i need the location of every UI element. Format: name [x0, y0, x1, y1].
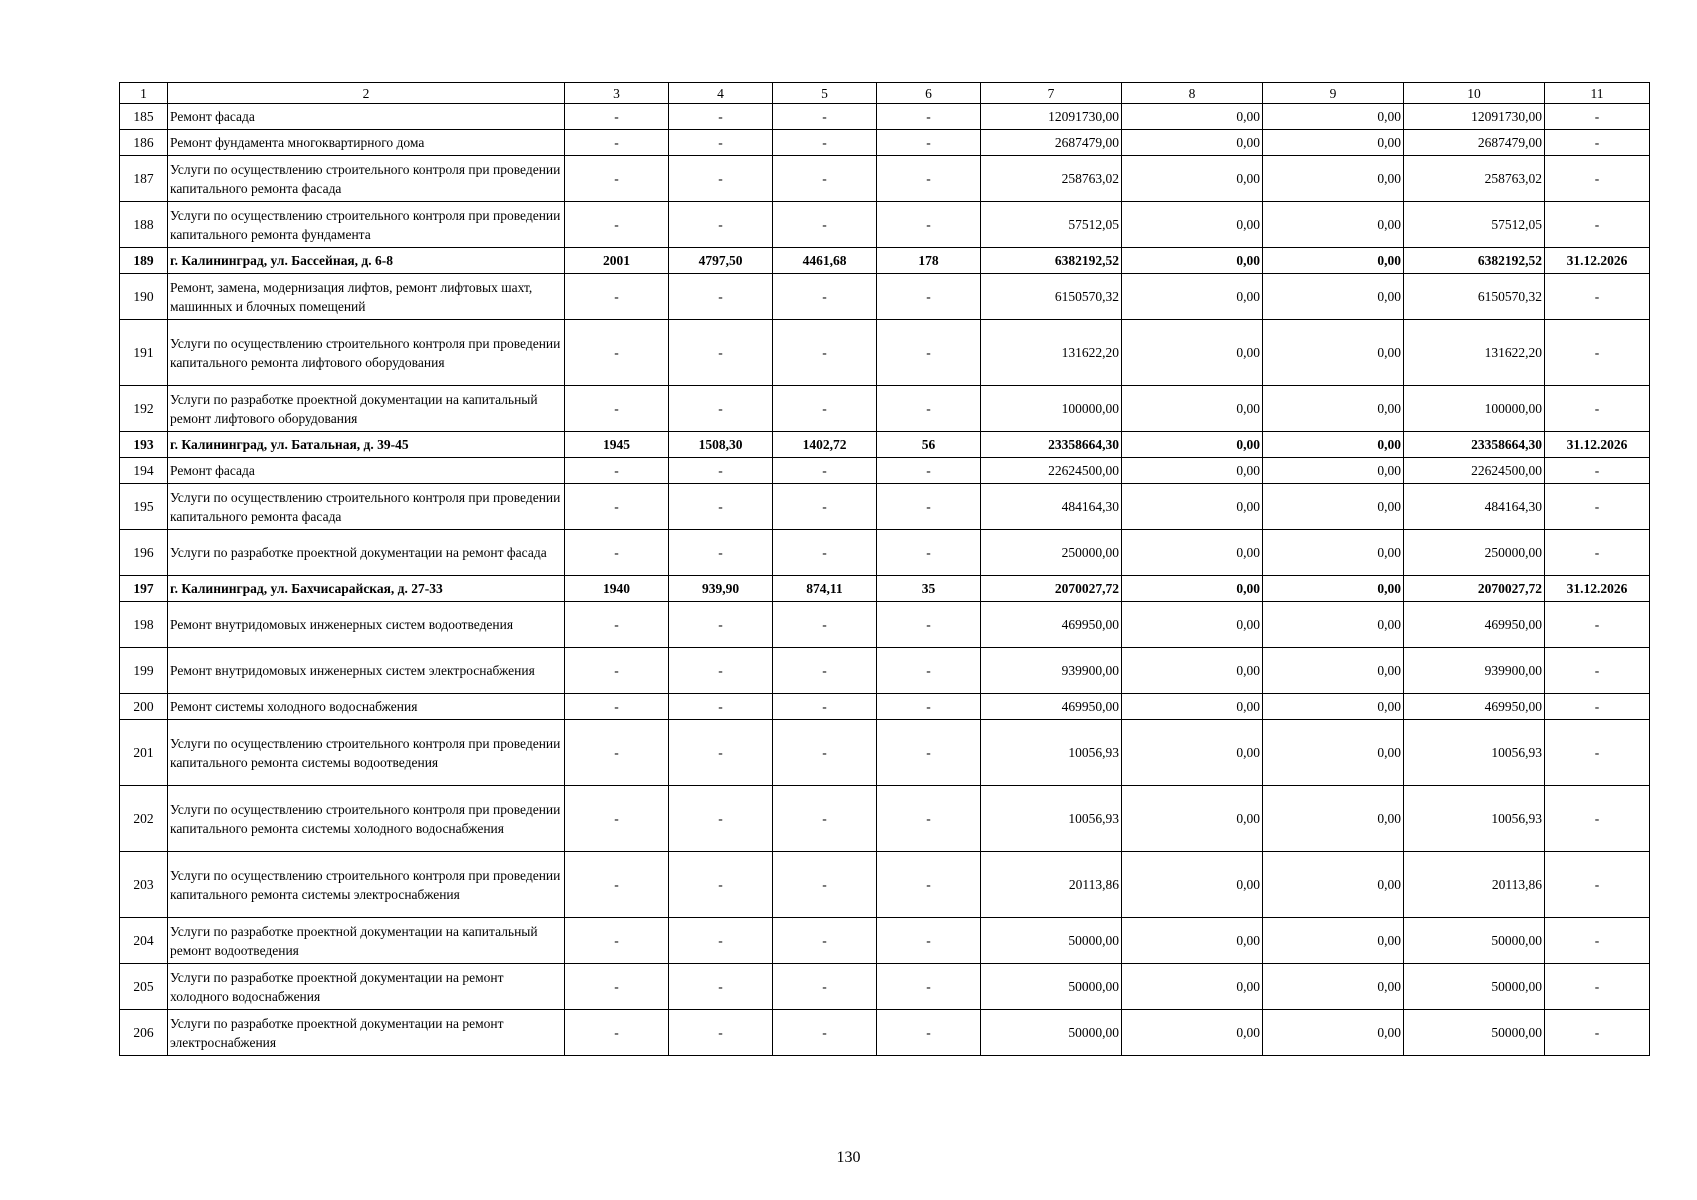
column-header: 2 — [168, 83, 565, 104]
completion-date-cell: - — [1545, 694, 1650, 720]
cost-column-10-cell: 57512,05 — [1404, 202, 1545, 248]
year-built-cell: - — [565, 964, 669, 1010]
address-row — [120, 432, 1650, 458]
row-number-cell: 200 — [120, 694, 168, 720]
work-description-cell: Услуги по осуществлению строительного контроля при проведении капитального ремонта лифтового оборудования — [168, 320, 565, 386]
residents-count-cell: - — [877, 964, 981, 1010]
completion-date-cell: - — [1545, 458, 1650, 484]
residents-count-cell: - — [877, 104, 981, 130]
row-number-cell: 201 — [120, 720, 168, 786]
cost-column-8-cell: 0,00 — [1122, 156, 1263, 202]
row-number-cell: 186 — [120, 130, 168, 156]
completion-date-cell: - — [1545, 964, 1650, 1010]
cost-column-9-cell: 0,00 — [1263, 202, 1404, 248]
row-number-cell: 196 — [120, 530, 168, 576]
year-built-cell: - — [565, 274, 669, 320]
living-area-cell: - — [773, 130, 877, 156]
work-description-cell: Услуги по осуществлению строительного контроля при проведении капитального ремонта системы холодного водоснабжения — [168, 786, 565, 852]
cost-column-9-cell: 0,00 — [1263, 248, 1404, 274]
completion-date-cell: 31.12.2026 — [1545, 432, 1650, 458]
cost-column-9-cell: 0,00 — [1263, 386, 1404, 432]
total-area-cell: - — [669, 386, 773, 432]
cost-column-8-cell: 0,00 — [1122, 130, 1263, 156]
residents-count-cell: - — [877, 786, 981, 852]
living-area-cell: - — [773, 156, 877, 202]
completion-date-cell: - — [1545, 720, 1650, 786]
cost-column-10-cell: 2687479,00 — [1404, 130, 1545, 156]
total-area-cell: - — [669, 720, 773, 786]
total-cost-cell: 50000,00 — [981, 964, 1122, 1010]
work-description-cell: Ремонт фундамента многоквартирного дома — [168, 130, 565, 156]
completion-date-cell: 31.12.2026 — [1545, 576, 1650, 602]
table-body — [120, 104, 1650, 1056]
residents-count-cell: - — [877, 484, 981, 530]
page-number: 130 — [836, 1149, 861, 1166]
column-header: 3 — [565, 83, 669, 104]
total-area-cell: - — [669, 602, 773, 648]
cost-column-10-cell: 50000,00 — [1404, 1010, 1545, 1056]
cost-column-9-cell: 0,00 — [1263, 852, 1404, 918]
cost-column-10-cell: 6150570,32 — [1404, 274, 1545, 320]
completion-date-cell: - — [1545, 484, 1650, 530]
residents-count-cell: - — [877, 852, 981, 918]
completion-date-cell: - — [1545, 530, 1650, 576]
cost-column-8-cell: 0,00 — [1122, 602, 1263, 648]
cost-column-8-cell: 0,00 — [1122, 320, 1263, 386]
cost-column-9-cell: 0,00 — [1263, 530, 1404, 576]
cost-column-9-cell: 0,00 — [1263, 274, 1404, 320]
cost-column-10-cell: 6382192,52 — [1404, 248, 1545, 274]
cost-column-9-cell: 0,00 — [1263, 694, 1404, 720]
cost-column-8-cell: 0,00 — [1122, 852, 1263, 918]
column-header: 11 — [1545, 83, 1650, 104]
table-row — [120, 386, 1650, 432]
cost-column-8-cell: 0,00 — [1122, 576, 1263, 602]
residents-count-cell: - — [877, 720, 981, 786]
row-number-cell: 204 — [120, 918, 168, 964]
living-area-cell: 1402,72 — [773, 432, 877, 458]
residents-count-cell: - — [877, 458, 981, 484]
total-cost-cell: 23358664,30 — [981, 432, 1122, 458]
completion-date-cell: - — [1545, 648, 1650, 694]
cost-column-8-cell: 0,00 — [1122, 786, 1263, 852]
table-row — [120, 530, 1650, 576]
residents-count-cell: 178 — [877, 248, 981, 274]
work-description-cell: Ремонт, замена, модернизация лифтов, ремонт лифтовых шахт, машинных и блочных помещений — [168, 274, 565, 320]
residents-count-cell: - — [877, 1010, 981, 1056]
total-cost-cell: 50000,00 — [981, 1010, 1122, 1056]
table-row — [120, 274, 1650, 320]
year-built-cell: - — [565, 130, 669, 156]
year-built-cell: - — [565, 602, 669, 648]
table-row — [120, 104, 1650, 130]
work-description-cell: Услуги по разработке проектной документации на ремонт холодного водоснабжения — [168, 964, 565, 1010]
cost-column-8-cell: 0,00 — [1122, 248, 1263, 274]
residents-count-cell: 56 — [877, 432, 981, 458]
document-table-container — [119, 82, 1649, 1056]
total-cost-cell: 6150570,32 — [981, 274, 1122, 320]
cost-column-8-cell: 0,00 — [1122, 432, 1263, 458]
table-row — [120, 648, 1650, 694]
living-area-cell: - — [773, 720, 877, 786]
work-description-cell: г. Калининград, ул. Бахчисарайская, д. 27-33 — [168, 576, 565, 602]
total-area-cell: 4797,50 — [669, 248, 773, 274]
cost-column-8-cell: 0,00 — [1122, 918, 1263, 964]
living-area-cell: - — [773, 202, 877, 248]
cost-column-9-cell: 0,00 — [1263, 484, 1404, 530]
cost-column-10-cell: 50000,00 — [1404, 918, 1545, 964]
year-built-cell: 2001 — [565, 248, 669, 274]
total-area-cell: - — [669, 964, 773, 1010]
work-description-cell: Ремонт фасада — [168, 104, 565, 130]
address-row — [120, 576, 1650, 602]
living-area-cell: - — [773, 320, 877, 386]
work-description-cell: Ремонт внутридомовых инженерных систем водоотведения — [168, 602, 565, 648]
work-description-cell: Услуги по разработке проектной документации на ремонт фасада — [168, 530, 565, 576]
column-header: 10 — [1404, 83, 1545, 104]
completion-date-cell: - — [1545, 386, 1650, 432]
cost-column-8-cell: 0,00 — [1122, 1010, 1263, 1056]
completion-date-cell: - — [1545, 1010, 1650, 1056]
table-row — [120, 964, 1650, 1010]
total-area-cell: 1508,30 — [669, 432, 773, 458]
completion-date-cell: - — [1545, 786, 1650, 852]
cost-column-10-cell: 250000,00 — [1404, 530, 1545, 576]
residents-count-cell: - — [877, 156, 981, 202]
year-built-cell: - — [565, 786, 669, 852]
cost-column-10-cell: 100000,00 — [1404, 386, 1545, 432]
work-description-cell: Услуги по разработке проектной документации на капитальный ремонт водоотведения — [168, 918, 565, 964]
table-row — [120, 156, 1650, 202]
row-number-cell: 193 — [120, 432, 168, 458]
total-area-cell: - — [669, 530, 773, 576]
row-number-cell: 195 — [120, 484, 168, 530]
table-row — [120, 786, 1650, 852]
total-area-cell: - — [669, 156, 773, 202]
cost-column-10-cell: 50000,00 — [1404, 964, 1545, 1010]
residents-count-cell: - — [877, 648, 981, 694]
total-cost-cell: 250000,00 — [981, 530, 1122, 576]
year-built-cell: - — [565, 694, 669, 720]
total-cost-cell: 6382192,52 — [981, 248, 1122, 274]
cost-column-8-cell: 0,00 — [1122, 648, 1263, 694]
total-area-cell: - — [669, 852, 773, 918]
cost-column-10-cell: 131622,20 — [1404, 320, 1545, 386]
work-description-cell: Услуги по осуществлению строительного контроля при проведении капитального ремонта фасада — [168, 484, 565, 530]
cost-column-9-cell: 0,00 — [1263, 432, 1404, 458]
living-area-cell: - — [773, 1010, 877, 1056]
table-row — [120, 458, 1650, 484]
completion-date-cell: - — [1545, 202, 1650, 248]
living-area-cell: - — [773, 918, 877, 964]
row-number-cell: 202 — [120, 786, 168, 852]
residents-count-cell: - — [877, 130, 981, 156]
living-area-cell: - — [773, 274, 877, 320]
cost-column-9-cell: 0,00 — [1263, 918, 1404, 964]
cost-column-10-cell: 23358664,30 — [1404, 432, 1545, 458]
cost-column-10-cell: 258763,02 — [1404, 156, 1545, 202]
row-number-cell: 185 — [120, 104, 168, 130]
year-built-cell: - — [565, 918, 669, 964]
total-cost-cell: 469950,00 — [981, 694, 1122, 720]
work-description-cell: Услуги по осуществлению строительного контроля при проведении капитального ремонта фундамента — [168, 202, 565, 248]
completion-date-cell: - — [1545, 130, 1650, 156]
completion-date-cell: - — [1545, 918, 1650, 964]
cost-column-8-cell: 0,00 — [1122, 484, 1263, 530]
row-number-cell: 197 — [120, 576, 168, 602]
cost-column-10-cell: 10056,93 — [1404, 786, 1545, 852]
residents-count-cell: - — [877, 918, 981, 964]
year-built-cell: - — [565, 484, 669, 530]
total-cost-cell: 57512,05 — [981, 202, 1122, 248]
residents-count-cell: - — [877, 602, 981, 648]
row-number-cell: 203 — [120, 852, 168, 918]
living-area-cell: - — [773, 786, 877, 852]
total-cost-cell: 469950,00 — [981, 602, 1122, 648]
total-cost-cell: 2070027,72 — [981, 576, 1122, 602]
column-header: 5 — [773, 83, 877, 104]
completion-date-cell: - — [1545, 274, 1650, 320]
cost-column-10-cell: 939900,00 — [1404, 648, 1545, 694]
year-built-cell: - — [565, 202, 669, 248]
residents-count-cell: - — [877, 320, 981, 386]
cost-column-8-cell: 0,00 — [1122, 104, 1263, 130]
column-header: 4 — [669, 83, 773, 104]
column-header: 9 — [1263, 83, 1404, 104]
row-number-cell: 189 — [120, 248, 168, 274]
total-cost-cell: 484164,30 — [981, 484, 1122, 530]
total-cost-cell: 939900,00 — [981, 648, 1122, 694]
year-built-cell: - — [565, 648, 669, 694]
living-area-cell: - — [773, 530, 877, 576]
row-number-cell: 188 — [120, 202, 168, 248]
total-cost-cell: 100000,00 — [981, 386, 1122, 432]
table-row — [120, 1010, 1650, 1056]
column-header: 1 — [120, 83, 168, 104]
cost-column-9-cell: 0,00 — [1263, 1010, 1404, 1056]
work-description-cell: Услуги по осуществлению строительного контроля при проведении капитального ремонта системы водоотведения — [168, 720, 565, 786]
cost-column-9-cell: 0,00 — [1263, 130, 1404, 156]
living-area-cell: 4461,68 — [773, 248, 877, 274]
cost-column-9-cell: 0,00 — [1263, 602, 1404, 648]
cost-column-8-cell: 0,00 — [1122, 694, 1263, 720]
total-area-cell: - — [669, 694, 773, 720]
year-built-cell: - — [565, 156, 669, 202]
living-area-cell: - — [773, 458, 877, 484]
living-area-cell: - — [773, 104, 877, 130]
completion-date-cell: - — [1545, 156, 1650, 202]
total-area-cell: - — [669, 274, 773, 320]
work-description-cell: Ремонт фасада — [168, 458, 565, 484]
cost-column-10-cell: 469950,00 — [1404, 694, 1545, 720]
year-built-cell: - — [565, 386, 669, 432]
residents-count-cell: - — [877, 386, 981, 432]
completion-date-cell: 31.12.2026 — [1545, 248, 1650, 274]
living-area-cell: - — [773, 852, 877, 918]
work-description-cell: г. Калининград, ул. Бассейная, д. 6-8 — [168, 248, 565, 274]
cost-column-8-cell: 0,00 — [1122, 386, 1263, 432]
completion-date-cell: - — [1545, 602, 1650, 648]
year-built-cell: - — [565, 1010, 669, 1056]
total-area-cell: - — [669, 320, 773, 386]
cost-column-10-cell: 469950,00 — [1404, 602, 1545, 648]
living-area-cell: - — [773, 602, 877, 648]
total-cost-cell: 10056,93 — [981, 720, 1122, 786]
cost-column-9-cell: 0,00 — [1263, 576, 1404, 602]
total-area-cell: - — [669, 458, 773, 484]
residents-count-cell: - — [877, 694, 981, 720]
residents-count-cell: - — [877, 274, 981, 320]
cost-column-9-cell: 0,00 — [1263, 720, 1404, 786]
total-cost-cell: 50000,00 — [981, 918, 1122, 964]
work-description-cell: Услуги по осуществлению строительного контроля при проведении капитального ремонта фасада — [168, 156, 565, 202]
cost-column-10-cell: 484164,30 — [1404, 484, 1545, 530]
living-area-cell: - — [773, 694, 877, 720]
table-row — [120, 918, 1650, 964]
living-area-cell: - — [773, 484, 877, 530]
work-description-cell: Ремонт внутридомовых инженерных систем электроснабжения — [168, 648, 565, 694]
work-description-cell: Услуги по осуществлению строительного контроля при проведении капитального ремонта системы электроснабжения — [168, 852, 565, 918]
row-number-cell: 192 — [120, 386, 168, 432]
total-area-cell: - — [669, 1010, 773, 1056]
table-row — [120, 320, 1650, 386]
year-built-cell: 1940 — [565, 576, 669, 602]
row-number-cell: 194 — [120, 458, 168, 484]
capital-repair-table — [119, 82, 1650, 1056]
table-row — [120, 484, 1650, 530]
cost-column-9-cell: 0,00 — [1263, 964, 1404, 1010]
row-number-cell: 190 — [120, 274, 168, 320]
completion-date-cell: - — [1545, 320, 1650, 386]
column-header: 8 — [1122, 83, 1263, 104]
completion-date-cell: - — [1545, 852, 1650, 918]
cost-column-8-cell: 0,00 — [1122, 202, 1263, 248]
address-row — [120, 248, 1650, 274]
living-area-cell: - — [773, 964, 877, 1010]
row-number-cell: 191 — [120, 320, 168, 386]
cost-column-9-cell: 0,00 — [1263, 786, 1404, 852]
table-row — [120, 130, 1650, 156]
cost-column-8-cell: 0,00 — [1122, 274, 1263, 320]
table-row — [120, 720, 1650, 786]
cost-column-10-cell: 12091730,00 — [1404, 104, 1545, 130]
total-cost-cell: 22624500,00 — [981, 458, 1122, 484]
living-area-cell: - — [773, 648, 877, 694]
year-built-cell: - — [565, 852, 669, 918]
cost-column-8-cell: 0,00 — [1122, 964, 1263, 1010]
cost-column-10-cell: 22624500,00 — [1404, 458, 1545, 484]
total-area-cell: - — [669, 130, 773, 156]
total-area-cell: - — [669, 648, 773, 694]
total-cost-cell: 131622,20 — [981, 320, 1122, 386]
living-area-cell: - — [773, 386, 877, 432]
total-area-cell: - — [669, 202, 773, 248]
cost-column-8-cell: 0,00 — [1122, 530, 1263, 576]
total-cost-cell: 2687479,00 — [981, 130, 1122, 156]
total-cost-cell: 10056,93 — [981, 786, 1122, 852]
year-built-cell: - — [565, 458, 669, 484]
work-description-cell: Услуги по разработке проектной документации на ремонт электроснабжения — [168, 1010, 565, 1056]
total-area-cell: 939,90 — [669, 576, 773, 602]
table-row — [120, 852, 1650, 918]
cost-column-8-cell: 0,00 — [1122, 720, 1263, 786]
row-number-cell: 206 — [120, 1010, 168, 1056]
residents-count-cell: - — [877, 530, 981, 576]
cost-column-9-cell: 0,00 — [1263, 320, 1404, 386]
year-built-cell: - — [565, 720, 669, 786]
cost-column-8-cell: 0,00 — [1122, 458, 1263, 484]
total-cost-cell: 20113,86 — [981, 852, 1122, 918]
cost-column-9-cell: 0,00 — [1263, 648, 1404, 694]
row-number-cell: 187 — [120, 156, 168, 202]
residents-count-cell: 35 — [877, 576, 981, 602]
total-cost-cell: 12091730,00 — [981, 104, 1122, 130]
table-row — [120, 202, 1650, 248]
year-built-cell: - — [565, 320, 669, 386]
total-cost-cell: 258763,02 — [981, 156, 1122, 202]
work-description-cell: Услуги по разработке проектной документации на капитальный ремонт лифтового оборудования — [168, 386, 565, 432]
row-number-cell: 205 — [120, 964, 168, 1010]
year-built-cell: - — [565, 530, 669, 576]
row-number-cell: 198 — [120, 602, 168, 648]
cost-column-9-cell: 0,00 — [1263, 104, 1404, 130]
total-area-cell: - — [669, 104, 773, 130]
year-built-cell: 1945 — [565, 432, 669, 458]
cost-column-9-cell: 0,00 — [1263, 156, 1404, 202]
total-area-cell: - — [669, 918, 773, 964]
living-area-cell: 874,11 — [773, 576, 877, 602]
total-area-cell: - — [669, 786, 773, 852]
column-header: 6 — [877, 83, 981, 104]
cost-column-10-cell: 20113,86 — [1404, 852, 1545, 918]
completion-date-cell: - — [1545, 104, 1650, 130]
table-row — [120, 694, 1650, 720]
residents-count-cell: - — [877, 202, 981, 248]
table-row — [120, 602, 1650, 648]
column-number-header-row — [120, 83, 1650, 104]
work-description-cell: Ремонт системы холодного водоснабжения — [168, 694, 565, 720]
work-description-cell: г. Калининград, ул. Батальная, д. 39-45 — [168, 432, 565, 458]
cost-column-10-cell: 10056,93 — [1404, 720, 1545, 786]
cost-column-10-cell: 2070027,72 — [1404, 576, 1545, 602]
year-built-cell: - — [565, 104, 669, 130]
column-header: 7 — [981, 83, 1122, 104]
total-area-cell: - — [669, 484, 773, 530]
row-number-cell: 199 — [120, 648, 168, 694]
cost-column-9-cell: 0,00 — [1263, 458, 1404, 484]
